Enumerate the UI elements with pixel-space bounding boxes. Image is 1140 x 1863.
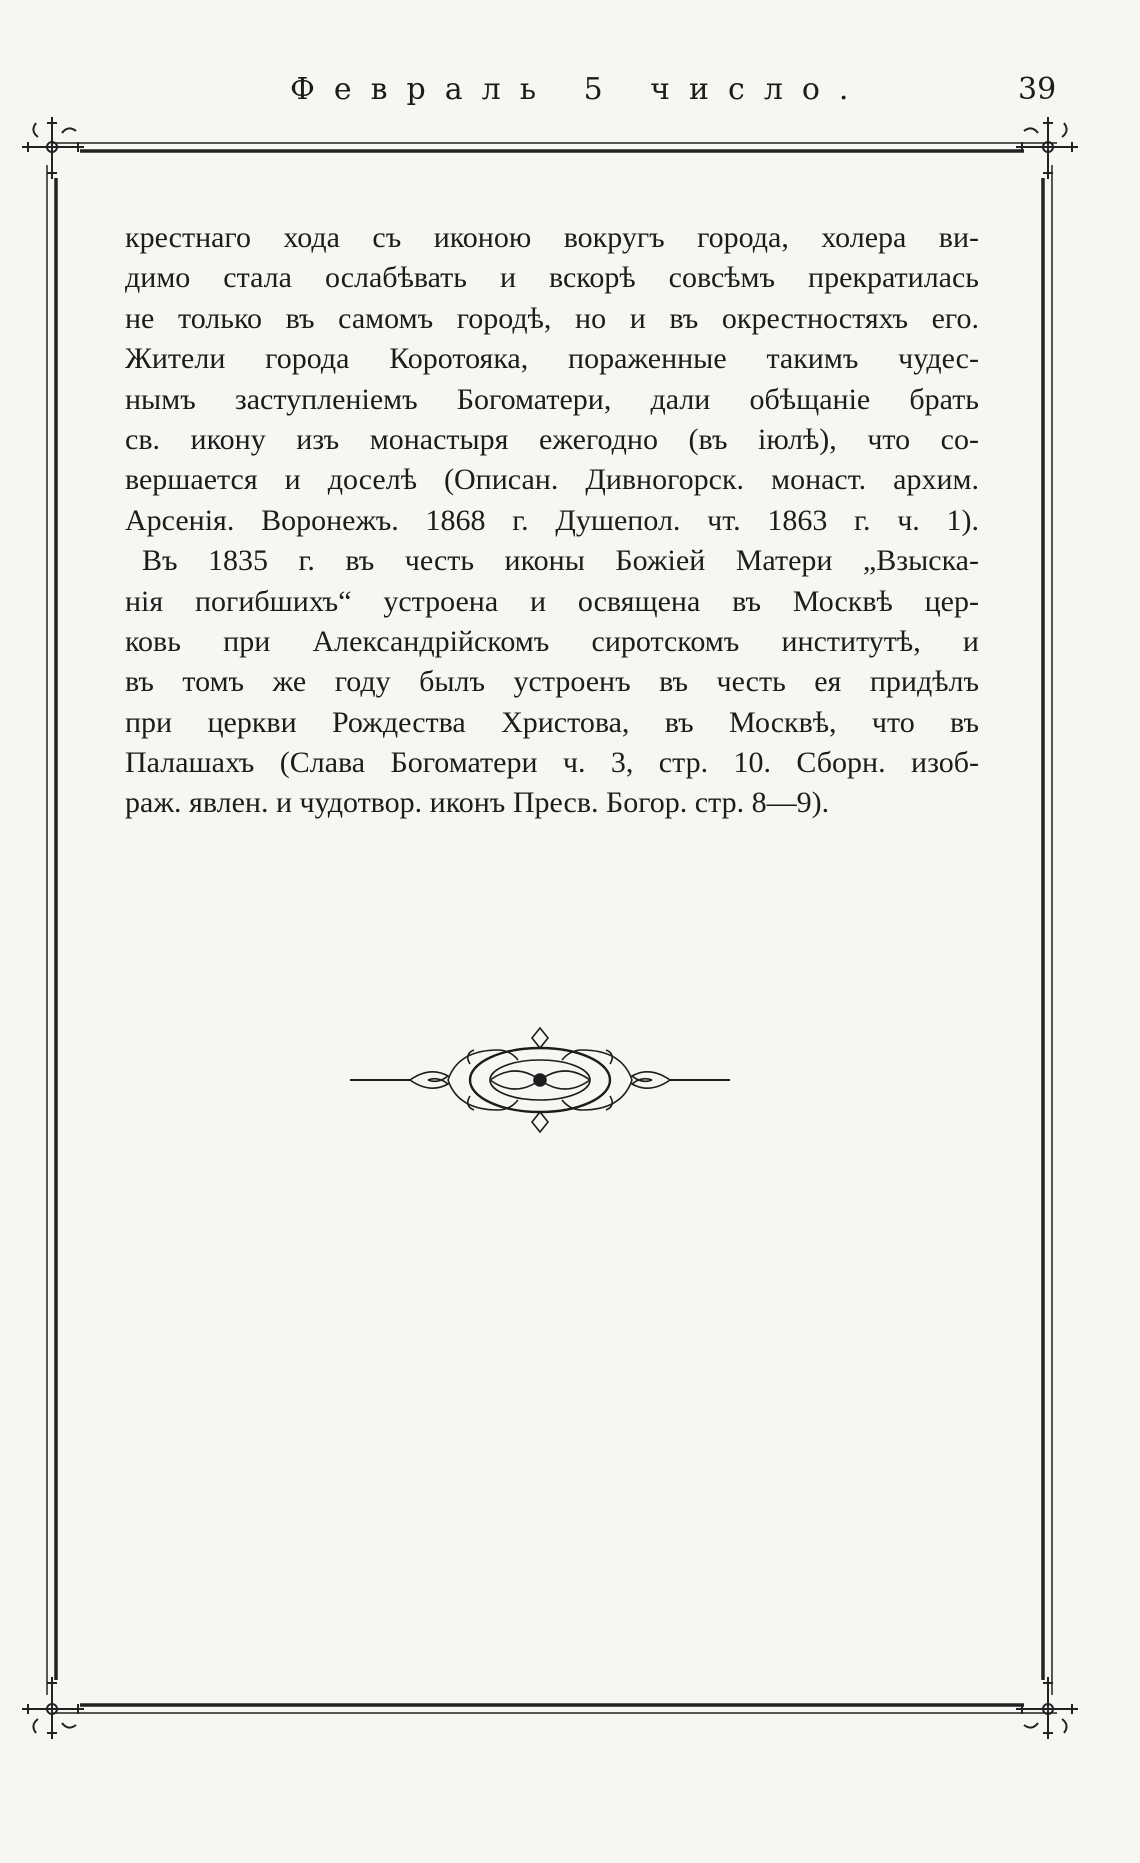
text-line: крестнаго хода съ иконою вокругъ города, холера ви- bbox=[125, 221, 979, 254]
text-line: не только въ самомъ городѣ, но и въ окрестностяхъ его. bbox=[125, 301, 979, 335]
text-line: Жители города Коротояка, пораженные такимъ чудес- bbox=[125, 342, 979, 376]
text-line: раж. явлен. и чудотвор. иконъ Пресв. Богор. стр. 8—9). bbox=[125, 786, 830, 820]
text-line: въ томъ же году былъ устроенъ въ честь ея придѣлъ bbox=[125, 665, 979, 699]
text-line: нія погибшихъ“ устроена и освящена въ Москвѣ цер- bbox=[125, 584, 979, 618]
text-line: при церкви Рождества Христова, въ Москвѣ, что въ bbox=[125, 705, 979, 739]
text-line: димо стала ослабѣвать и вскорѣ совсѣмъ прекратилась bbox=[125, 261, 979, 295]
corner-cross-icon bbox=[1016, 117, 1078, 179]
paragraph-1 bbox=[125, 218, 979, 541]
text-line: св. икону изъ монастыря ежегодно (въ іюлѣ), что со- bbox=[125, 422, 979, 456]
ornament-icon bbox=[350, 1020, 730, 1140]
corner-cross-icon bbox=[1016, 1677, 1078, 1739]
text-line: вершается и доселѣ (Описан. Дивногорск. монаст. архим. bbox=[125, 463, 979, 497]
corner-cross-icon bbox=[22, 1677, 84, 1739]
text-line: Арсенія. Воронежъ. 1868 г. Душепол. чт. 1863 г. ч. 1). bbox=[125, 503, 979, 537]
page-number: 39 bbox=[1018, 72, 1057, 107]
text-line: Палашахъ (Слава Богоматери ч. 3, стр. 10. Сборн. изоб- bbox=[125, 746, 979, 780]
header-title: Февраль 5 число. bbox=[290, 72, 868, 107]
text-line: нымъ заступленіемъ Богоматери, дали обѣщаніе брать bbox=[125, 382, 979, 416]
paragraph-2 bbox=[125, 541, 979, 824]
text-body bbox=[125, 218, 979, 824]
corner-cross-icon bbox=[22, 117, 84, 179]
text-line: Въ 1835 г. въ честь иконы Божіей Матери „Взыска- bbox=[142, 544, 979, 578]
text-line: ковь при Александрійскомъ сиротскомъ институтѣ, и bbox=[125, 624, 979, 658]
